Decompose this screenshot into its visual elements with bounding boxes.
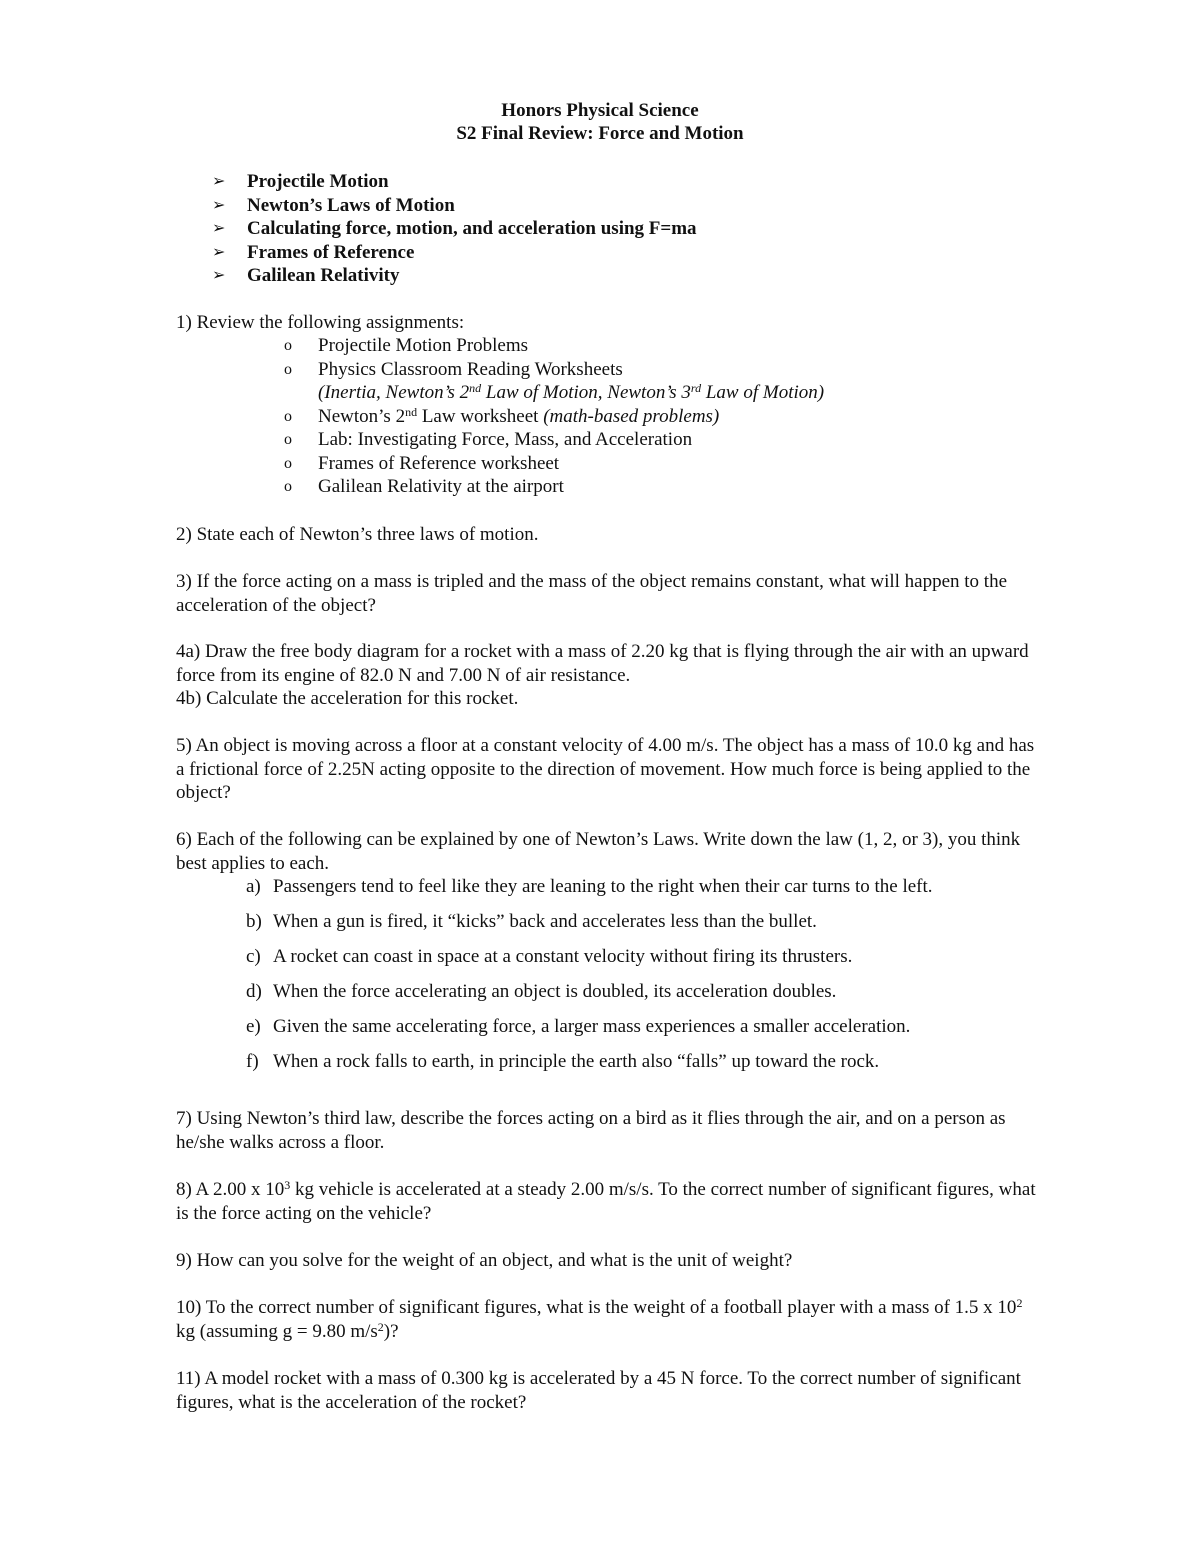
question-1: 1) Review the following assignments: (176, 312, 465, 333)
page-title: Honors Physical Science (501, 100, 699, 121)
question-8: 8) A 2.00 x $10^3$ kg vehicle is accelerated at a steady 2.00 m/s/s. To the correct number of significant figures, what is the force acting on the vehicle? (176, 1178, 1036, 1224)
law-scenario-item: c) A rocket can coast in space at a constant velocity without firing its thrusters. (246, 946, 853, 967)
arrow-bullet-icon: ➢ (212, 220, 226, 237)
law-scenario-list (246, 875, 933, 1085)
arrow-bullet-icon: ➢ (212, 243, 226, 261)
question-7: 7) Using Newton’s third law, describe the forces acting on a bird as it flies through the air, and on a person as he/she walks across a floor. (176, 1108, 1006, 1153)
question-5: 5) An object is moving across a floor at a constant velocity of 4.00 m/s. The object has a mass of 10.0 kg and has a frictional force of 2.25N acting opposite to the direction of movement. How much force is being applied to the object? (176, 735, 1035, 803)
question-11: 11) A model rocket with a mass of 0.300 kg is accelerated by a 45 N force. To the correct number of significant figures, what is the acceleration of the rocket? (176, 1368, 1021, 1413)
question-4a: 4a) Draw the free body diagram for a rocket with a mass of 2.20 kg that is flying through the air with an upward force from its engine of 82.0 N and 7.00 N of air resistance. (176, 641, 1029, 686)
circle-bullet-icon: o (284, 407, 292, 425)
law-scenario-item: d) When the force accelerating an object is doubled, its acceleration doubles. (246, 981, 837, 1002)
law-scenario-item: f) When a rock falls to earth, in principle the earth also “falls” up toward the rock. (246, 1051, 880, 1072)
circle-bullet-icon: o (284, 431, 292, 448)
law-scenario-item: a) Passengers tend to feel like they are leaning to the right when their car turns to the left. (246, 876, 933, 897)
circle-bullet-icon: o (284, 478, 292, 495)
question-6: 6) Each of the following can be explained by one of Newton’s Laws. Write down the law (1, 2, or 3), you think best applies to each. (176, 829, 1021, 874)
law-scenario-item: e) Given the same accelerating force, a larger mass experiences a smaller acceleration. (246, 1016, 911, 1037)
question-2: 2) State each of Newton’s three laws of motion. (176, 524, 539, 545)
topic-item: ➢ Calculating force, motion, and acceleration using F=ma (212, 218, 697, 239)
question-10: 10) To the correct number of significant figures, what is the weight of a football player with a mass of 1.5 x $10^2$ kg (assuming g = 9.80 $m/s^2$)? (176, 1296, 1023, 1342)
arrow-bullet-icon: ➢ (212, 196, 226, 214)
law-scenario-item: b) When a gun is fired, it “kicks” back and accelerates less than the bullet. (246, 911, 817, 932)
assignment-item: o Physics Classroom Reading Worksheets (Inertia, Newton’s 2nd Law of Motion, Newton’s 3rd Law of Motion) (284, 358, 825, 403)
topic-item: ➢ Galilean Relativity (212, 265, 400, 286)
topic-item: ➢ Frames of Reference (212, 241, 415, 263)
topic-item: ➢ Newton’s Laws of Motion (212, 194, 455, 216)
topic-list (212, 170, 697, 288)
circle-bullet-icon: o (284, 360, 292, 378)
arrow-bullet-icon: ➢ (212, 267, 226, 284)
assignment-subtitle: (Inertia, Newton’s 2nd Law of Motion, Newton’s 3rd Law of Motion) (318, 381, 825, 403)
circle-bullet-icon: o (284, 454, 292, 472)
topic-item: ➢ Projectile Motion (212, 171, 389, 192)
circle-bullet-icon: o (284, 337, 292, 354)
assignment-item: o Frames of Reference worksheet (284, 452, 560, 474)
assignment-item: o Newton’s 2nd Law worksheet (math-based problems) (284, 404, 720, 427)
assignment-item: o Lab: Investigating Force, Mass, and Acceleration (284, 429, 693, 450)
assignment-item: o Projectile Motion Problems (284, 335, 529, 356)
assignment-list (284, 334, 824, 499)
assignment-item: o Galilean Relativity at the airport (284, 476, 564, 497)
question-4b: 4b) Calculate the acceleration for this rocket. (176, 688, 519, 709)
page-subtitle: S2 Final Review: Force and Motion (456, 123, 744, 144)
question-9: 9) How can you solve for the weight of an object, and what is the unit of weight? (176, 1250, 793, 1271)
arrow-bullet-icon: ➢ (212, 173, 226, 190)
question-3: 3) If the force acting on a mass is tripled and the mass of the object remains constant, what will happen to the acceleration of the object? (176, 571, 1008, 616)
